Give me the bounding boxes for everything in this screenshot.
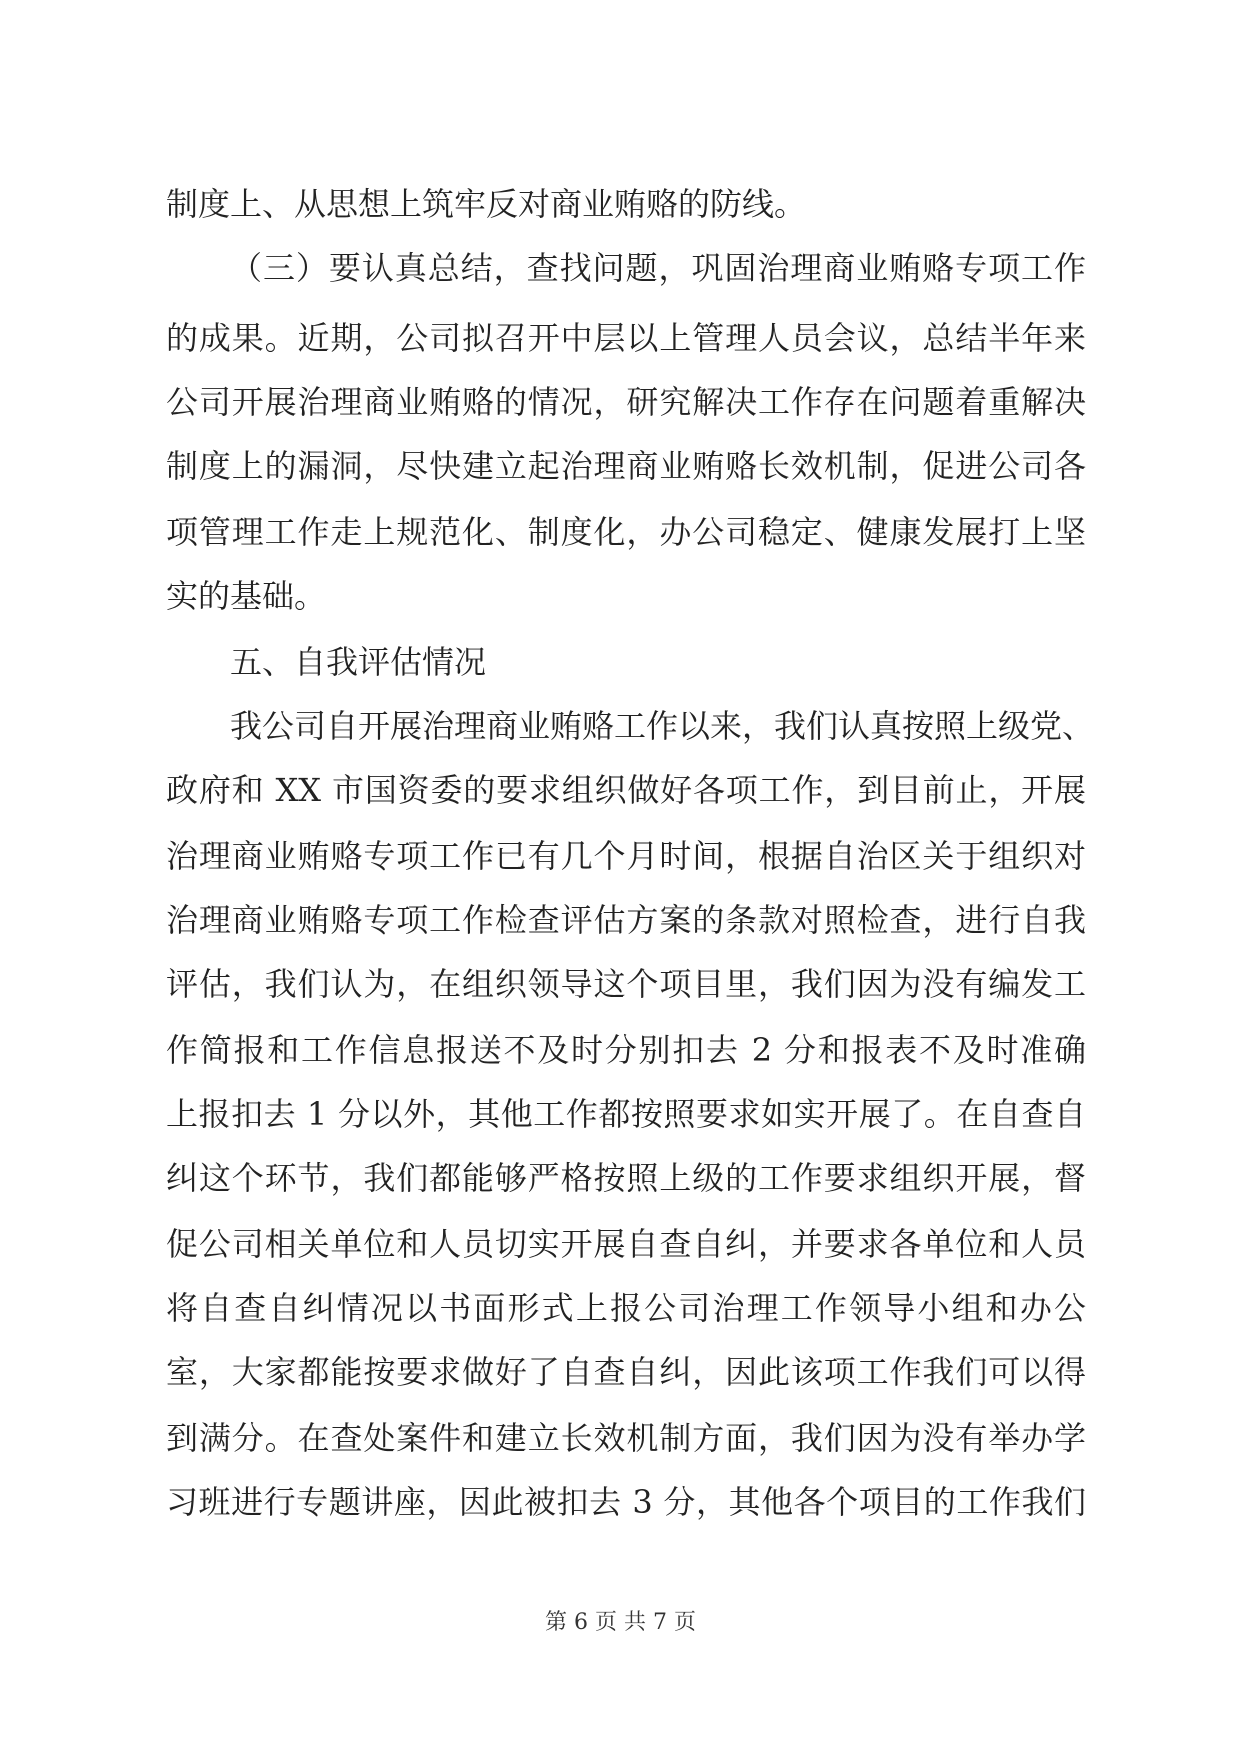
text-line-14: 作简报和工作信息报送不及时分别扣去 2 分和报表不及时准确: [166, 1031, 1086, 1069]
text-line-9: 我公司自开展治理商业贿赂工作以来，我们认真按照上级党、: [230, 707, 1095, 745]
text-line-10: 政府和 XX 市国资委的要求组织做好各项工作，到目前止，开展: [166, 771, 1086, 809]
text-line-16: 纠这个环节，我们都能够严格按照上级的工作要求组织开展，督: [166, 1159, 1086, 1197]
text-line-3: 的成果。近期，公司拟召开中层以上管理人员会议，总结半年来: [166, 319, 1086, 357]
section-heading: 五、自我评估情况: [230, 643, 487, 681]
text-line-7: 实的基础。: [166, 577, 327, 615]
text-line-20: 到满分。在查处案件和建立长效机制方面，我们因为没有举办学: [166, 1419, 1086, 1457]
text-line-5: 制度上的漏洞，尽快建立起治理商业贿赂长效机制，促进公司各: [166, 447, 1086, 485]
text-line-15: 上报扣去 1 分以外，其他工作都按照要求如实开展了。在自查自: [166, 1095, 1086, 1133]
text-line-12: 治理商业贿赂专项工作检查评估方案的条款对照检查，进行自我: [166, 901, 1086, 939]
text-line-17: 促公司相关单位和人员切实开展自查自纠，并要求各单位和人员: [166, 1225, 1086, 1263]
text-line-1: 制度上、从思想上筑牢反对商业贿赂的防线。: [166, 185, 807, 223]
text-line-11: 治理商业贿赂专项工作已有几个月时间，根据自治区关于组织对: [166, 837, 1086, 875]
page-number-footer: 第 6 页 共 7 页: [545, 1610, 696, 1635]
text-line-18: 将自查自纠情况以书面形式上报公司治理工作领导小组和办公: [166, 1289, 1086, 1327]
text-line-19: 室，大家都能按要求做好了自查自纠，因此该项工作我们可以得: [166, 1353, 1086, 1391]
text-line-6: 项管理工作走上规范化、制度化，办公司稳定、健康发展打上坚: [166, 513, 1086, 551]
text-line-4: 公司开展治理商业贿赂的情况，研究解决工作存在问题着重解决: [166, 383, 1086, 421]
text-line-21: 习班进行专题讲座，因此被扣去 3 分，其他各个项目的工作我们: [166, 1483, 1086, 1521]
text-line-13: 评估，我们认为，在组织领导这个项目里，我们因为没有编发工: [166, 965, 1086, 1003]
text-line-2: （三）要认真总结，查找问题，巩固治理商业贿赂专项工作: [230, 249, 1086, 287]
